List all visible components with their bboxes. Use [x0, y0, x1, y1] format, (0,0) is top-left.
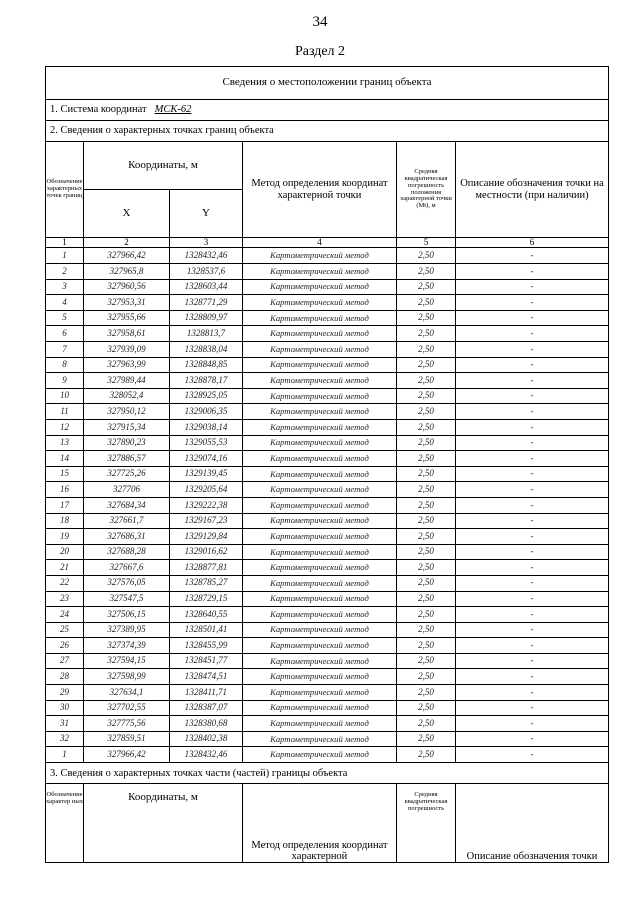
table-row: [46, 685, 609, 701]
method-cell: Картометрический метод: [243, 544, 397, 560]
description-cell: -: [456, 404, 609, 420]
accuracy-cell: 2,50: [397, 731, 456, 747]
accuracy-cell: 2,50: [397, 482, 456, 498]
table-row: [46, 451, 609, 467]
x-cell: 327886,57: [84, 451, 170, 467]
description-cell: -: [456, 497, 609, 513]
accuracy-cell: 2,50: [397, 747, 456, 763]
point-number-cell: 10: [46, 388, 84, 404]
accuracy-cell: 2,50: [397, 575, 456, 591]
description-cell: -: [456, 638, 609, 654]
description-cell: -: [456, 419, 609, 435]
table-row: [46, 591, 609, 607]
method-cell: Картометрический метод: [243, 591, 397, 607]
description-cell: -: [456, 731, 609, 747]
table-row: [46, 716, 609, 732]
y-cell: 1328603,44: [170, 279, 243, 295]
method-cell: Картометрический метод: [243, 529, 397, 545]
table-row: [46, 279, 609, 295]
table-row: [46, 747, 609, 763]
x-cell: 327953,31: [84, 295, 170, 311]
point-number-cell: 25: [46, 622, 84, 638]
column-number: 5: [397, 238, 456, 248]
description-cell: -: [456, 451, 609, 467]
method-cell: Картометрический метод: [243, 264, 397, 280]
x-cell: 327966,42: [84, 248, 170, 264]
point-number-cell: 12: [46, 419, 84, 435]
accuracy-cell: 2,50: [397, 404, 456, 420]
y-cell: 1328537,6: [170, 264, 243, 280]
method-cell: Картометрический метод: [243, 513, 397, 529]
table-row: [46, 700, 609, 716]
point-number-cell: 4: [46, 295, 84, 311]
accuracy-cell: 2,50: [397, 342, 456, 358]
accuracy-cell: 2,50: [397, 529, 456, 545]
method-cell: Картометрический метод: [243, 466, 397, 482]
column-number: 4: [243, 238, 397, 248]
x-cell: 327989,44: [84, 373, 170, 389]
point-number-cell: 16: [46, 482, 84, 498]
method-cell: Картометрический метод: [243, 279, 397, 295]
description-cell: -: [456, 607, 609, 623]
method-cell: Картометрический метод: [243, 653, 397, 669]
table-row: [46, 373, 609, 389]
x-cell: 327950,12: [84, 404, 170, 420]
accuracy-cell: 2,50: [397, 373, 456, 389]
table-row: [46, 669, 609, 685]
table-row: [46, 342, 609, 358]
method-cell: Картометрический метод: [243, 560, 397, 576]
points-section-label: 2. Сведения о характерных точках границ объекта: [46, 121, 609, 142]
x-cell: 327667,6: [84, 560, 170, 576]
table-row: [46, 513, 609, 529]
point-number-cell: 32: [46, 731, 84, 747]
accuracy-cell: 2,50: [397, 419, 456, 435]
x-cell: 327958,61: [84, 326, 170, 342]
point-number-cell: 22: [46, 575, 84, 591]
description-cell: -: [456, 248, 609, 264]
description-cell: -: [456, 669, 609, 685]
x-cell: 327688,28: [84, 544, 170, 560]
accuracy-cell: 2,50: [397, 716, 456, 732]
table-title-row: [46, 67, 609, 100]
method-cell: Картометрический метод: [243, 295, 397, 311]
point-number-cell: 2: [46, 264, 84, 280]
y-cell: 1329129,84: [170, 529, 243, 545]
x-cell: 327506,15: [84, 607, 170, 623]
accuracy-cell: 2,50: [397, 279, 456, 295]
coord-system-label: 1. Система координат: [50, 104, 147, 116]
accuracy-cell: 2,50: [397, 685, 456, 701]
point-number-cell: 31: [46, 716, 84, 732]
part-header-point-label: Обозначение характер ных: [46, 784, 84, 863]
description-cell: -: [456, 357, 609, 373]
point-number-cell: 13: [46, 435, 84, 451]
section-title: Раздел 2: [294, 44, 346, 59]
accuracy-cell: 2,50: [397, 451, 456, 467]
accuracy-cell: 2,50: [397, 700, 456, 716]
part-header-method: Метод определения координат характерной: [243, 784, 397, 863]
header-x: X: [84, 190, 170, 238]
method-cell: Картометрический метод: [243, 419, 397, 435]
method-cell: Картометрический метод: [243, 482, 397, 498]
method-cell: Картометрический метод: [243, 497, 397, 513]
table-row: [46, 529, 609, 545]
accuracy-cell: 2,50: [397, 622, 456, 638]
table-row: [46, 497, 609, 513]
y-cell: 1328380,68: [170, 716, 243, 732]
page-number: 34: [312, 14, 328, 30]
column-number: 1: [46, 238, 84, 248]
description-cell: -: [456, 279, 609, 295]
table-row: [46, 295, 609, 311]
x-cell: 327963,99: [84, 357, 170, 373]
accuracy-cell: 2,50: [397, 560, 456, 576]
part-header-coords: Координаты, м: [84, 784, 243, 863]
table-row: [46, 310, 609, 326]
y-cell: 1328878,17: [170, 373, 243, 389]
description-cell: -: [456, 653, 609, 669]
table-row: [46, 622, 609, 638]
description-cell: -: [456, 466, 609, 482]
y-cell: 1329074,16: [170, 451, 243, 467]
point-number-cell: 1: [46, 747, 84, 763]
description-cell: -: [456, 310, 609, 326]
point-number-cell: 30: [46, 700, 84, 716]
table-row: [46, 638, 609, 654]
point-number-cell: 9: [46, 373, 84, 389]
y-cell: 1329006,35: [170, 404, 243, 420]
table-row: [46, 357, 609, 373]
description-cell: -: [456, 388, 609, 404]
method-cell: Картометрический метод: [243, 685, 397, 701]
y-cell: 1328455,99: [170, 638, 243, 654]
point-number-cell: 14: [46, 451, 84, 467]
table-row: [46, 466, 609, 482]
table-row: [46, 544, 609, 560]
x-cell: 327684,34: [84, 497, 170, 513]
table-row: [46, 419, 609, 435]
point-number-cell: 27: [46, 653, 84, 669]
part-header-row: [46, 784, 609, 863]
accuracy-cell: 2,50: [397, 513, 456, 529]
table-row: [46, 404, 609, 420]
x-cell: 327702,55: [84, 700, 170, 716]
description-cell: -: [456, 622, 609, 638]
point-number-cell: 18: [46, 513, 84, 529]
accuracy-cell: 2,50: [397, 607, 456, 623]
accuracy-cell: 2,50: [397, 497, 456, 513]
y-cell: 1329038,14: [170, 419, 243, 435]
point-number-cell: 6: [46, 326, 84, 342]
y-cell: 1328813,7: [170, 326, 243, 342]
table-row: [46, 575, 609, 591]
y-cell: 1329016,62: [170, 544, 243, 560]
method-cell: Картометрический метод: [243, 373, 397, 389]
description-cell: -: [456, 747, 609, 763]
method-cell: Картометрический метод: [243, 357, 397, 373]
description-cell: -: [456, 513, 609, 529]
point-number-cell: 26: [46, 638, 84, 654]
point-number-cell: 20: [46, 544, 84, 560]
coord-system-row: [46, 100, 609, 121]
coord-system-value: МСК-62: [154, 104, 192, 116]
y-cell: 1328848,85: [170, 357, 243, 373]
method-cell: Картометрический метод: [243, 716, 397, 732]
x-cell: 327965,8: [84, 264, 170, 280]
x-cell: 327939,09: [84, 342, 170, 358]
header-point-label: Обозначение характерных точек границ: [46, 142, 84, 238]
table-row: [46, 482, 609, 498]
boundary-table: [45, 66, 609, 863]
method-cell: Картометрический метод: [243, 622, 397, 638]
y-cell: 1329205,64: [170, 482, 243, 498]
accuracy-cell: 2,50: [397, 357, 456, 373]
method-cell: Картометрический метод: [243, 310, 397, 326]
part-header-description: Описание обозначения точки: [456, 784, 609, 863]
y-cell: 1328474,51: [170, 669, 243, 685]
method-cell: Картометрический метод: [243, 747, 397, 763]
point-number-cell: 3: [46, 279, 84, 295]
table-row: [46, 560, 609, 576]
column-number: 3: [170, 238, 243, 248]
table-row: [46, 388, 609, 404]
description-cell: -: [456, 295, 609, 311]
x-cell: 327389,95: [84, 622, 170, 638]
point-number-cell: 11: [46, 404, 84, 420]
table-row: [46, 326, 609, 342]
x-cell: 327661,7: [84, 513, 170, 529]
accuracy-cell: 2,50: [397, 295, 456, 311]
accuracy-cell: 2,50: [397, 310, 456, 326]
description-cell: -: [456, 482, 609, 498]
x-cell: 327598,99: [84, 669, 170, 685]
y-cell: 1328451,77: [170, 653, 243, 669]
accuracy-cell: 2,50: [397, 435, 456, 451]
table-row: [46, 731, 609, 747]
column-numbers-row: [46, 238, 609, 248]
method-cell: Картометрический метод: [243, 700, 397, 716]
point-number-cell: 15: [46, 466, 84, 482]
method-cell: Картометрический метод: [243, 669, 397, 685]
y-cell: 1329167,23: [170, 513, 243, 529]
y-cell: 1328402,38: [170, 731, 243, 747]
point-number-cell: 21: [46, 560, 84, 576]
x-cell: 327915,34: [84, 419, 170, 435]
method-cell: Картометрический метод: [243, 248, 397, 264]
y-cell: 1328640,55: [170, 607, 243, 623]
y-cell: 1328432,46: [170, 747, 243, 763]
y-cell: 1328387,07: [170, 700, 243, 716]
accuracy-cell: 2,50: [397, 466, 456, 482]
table-row: [46, 435, 609, 451]
description-cell: -: [456, 373, 609, 389]
description-cell: -: [456, 342, 609, 358]
table-row: [46, 248, 609, 264]
point-number-cell: 28: [46, 669, 84, 685]
column-number: 6: [456, 238, 609, 248]
method-cell: Картометрический метод: [243, 435, 397, 451]
x-cell: 327960,56: [84, 279, 170, 295]
method-cell: Картометрический метод: [243, 451, 397, 467]
header-description: Описание обозначения точки на местности (при наличии): [456, 142, 609, 238]
header-coords: Координаты, м: [84, 142, 243, 190]
description-cell: -: [456, 700, 609, 716]
accuracy-cell: 2,50: [397, 388, 456, 404]
x-cell: 327576,05: [84, 575, 170, 591]
description-cell: -: [456, 529, 609, 545]
point-number-cell: 24: [46, 607, 84, 623]
description-cell: -: [456, 560, 609, 576]
accuracy-cell: 2,50: [397, 669, 456, 685]
x-cell: 327725,26: [84, 466, 170, 482]
description-cell: -: [456, 575, 609, 591]
point-number-cell: 5: [46, 310, 84, 326]
column-number: 2: [84, 238, 170, 248]
header-row-1: [46, 142, 609, 190]
coord-system-cell: [46, 100, 609, 121]
point-number-cell: 29: [46, 685, 84, 701]
y-cell: 1328501,41: [170, 622, 243, 638]
method-cell: Картометрический метод: [243, 404, 397, 420]
method-cell: Картометрический метод: [243, 607, 397, 623]
table-row: [46, 264, 609, 280]
point-number-cell: 1: [46, 248, 84, 264]
x-cell: 327594,15: [84, 653, 170, 669]
accuracy-cell: 2,50: [397, 326, 456, 342]
point-number-cell: 23: [46, 591, 84, 607]
header-method: Метод определения координат характерной точки: [243, 142, 397, 238]
point-number-cell: 17: [46, 497, 84, 513]
header-y: Y: [170, 190, 243, 238]
accuracy-cell: 2,50: [397, 653, 456, 669]
method-cell: Картометрический метод: [243, 388, 397, 404]
accuracy-cell: 2,50: [397, 638, 456, 654]
table-row: [46, 653, 609, 669]
y-cell: 1328771,29: [170, 295, 243, 311]
x-cell: 327859,51: [84, 731, 170, 747]
accuracy-cell: 2,50: [397, 544, 456, 560]
x-cell: 327966,42: [84, 747, 170, 763]
table-title: Сведения о местоположении границ объекта: [46, 67, 609, 100]
y-cell: 1328432,46: [170, 248, 243, 264]
description-cell: -: [456, 264, 609, 280]
y-cell: 1328925,05: [170, 388, 243, 404]
points-section-row: [46, 121, 609, 142]
y-cell: 1328877,81: [170, 560, 243, 576]
part-header-accuracy: Средняя квадратическая погрешность: [397, 784, 456, 863]
description-cell: -: [456, 544, 609, 560]
description-cell: -: [456, 326, 609, 342]
x-cell: 327706: [84, 482, 170, 498]
x-cell: 327686,31: [84, 529, 170, 545]
x-cell: 327634,1: [84, 685, 170, 701]
y-cell: 1328838,04: [170, 342, 243, 358]
accuracy-cell: 2,50: [397, 248, 456, 264]
method-cell: Картометрический метод: [243, 731, 397, 747]
point-number-cell: 19: [46, 529, 84, 545]
description-cell: -: [456, 716, 609, 732]
part-section-row: [46, 763, 609, 784]
x-cell: 327374,39: [84, 638, 170, 654]
x-cell: 327547,5: [84, 591, 170, 607]
description-cell: -: [456, 591, 609, 607]
y-cell: 1328785,27: [170, 575, 243, 591]
x-cell: 327955,66: [84, 310, 170, 326]
y-cell: 1329055,53: [170, 435, 243, 451]
y-cell: 1328411,71: [170, 685, 243, 701]
point-number-cell: 8: [46, 357, 84, 373]
x-cell: 328052,4: [84, 388, 170, 404]
point-number-cell: 7: [46, 342, 84, 358]
description-cell: -: [456, 435, 609, 451]
y-cell: 1329222,38: [170, 497, 243, 513]
method-cell: Картометрический метод: [243, 326, 397, 342]
table-row: [46, 607, 609, 623]
y-cell: 1329139,45: [170, 466, 243, 482]
method-cell: Картометрический метод: [243, 575, 397, 591]
method-cell: Картометрический метод: [243, 638, 397, 654]
method-cell: Картометрический метод: [243, 342, 397, 358]
x-cell: 327775,56: [84, 716, 170, 732]
y-cell: 1328809,97: [170, 310, 243, 326]
header-accuracy: Средняя квадратическая погрешность положения характерной точки (Mt), м: [397, 142, 456, 238]
y-cell: 1328729,15: [170, 591, 243, 607]
part-section-label: 3. Сведения о характерных точках части (частей) границы объекта: [46, 763, 609, 784]
accuracy-cell: 2,50: [397, 264, 456, 280]
description-cell: -: [456, 685, 609, 701]
accuracy-cell: 2,50: [397, 591, 456, 607]
x-cell: 327890,23: [84, 435, 170, 451]
